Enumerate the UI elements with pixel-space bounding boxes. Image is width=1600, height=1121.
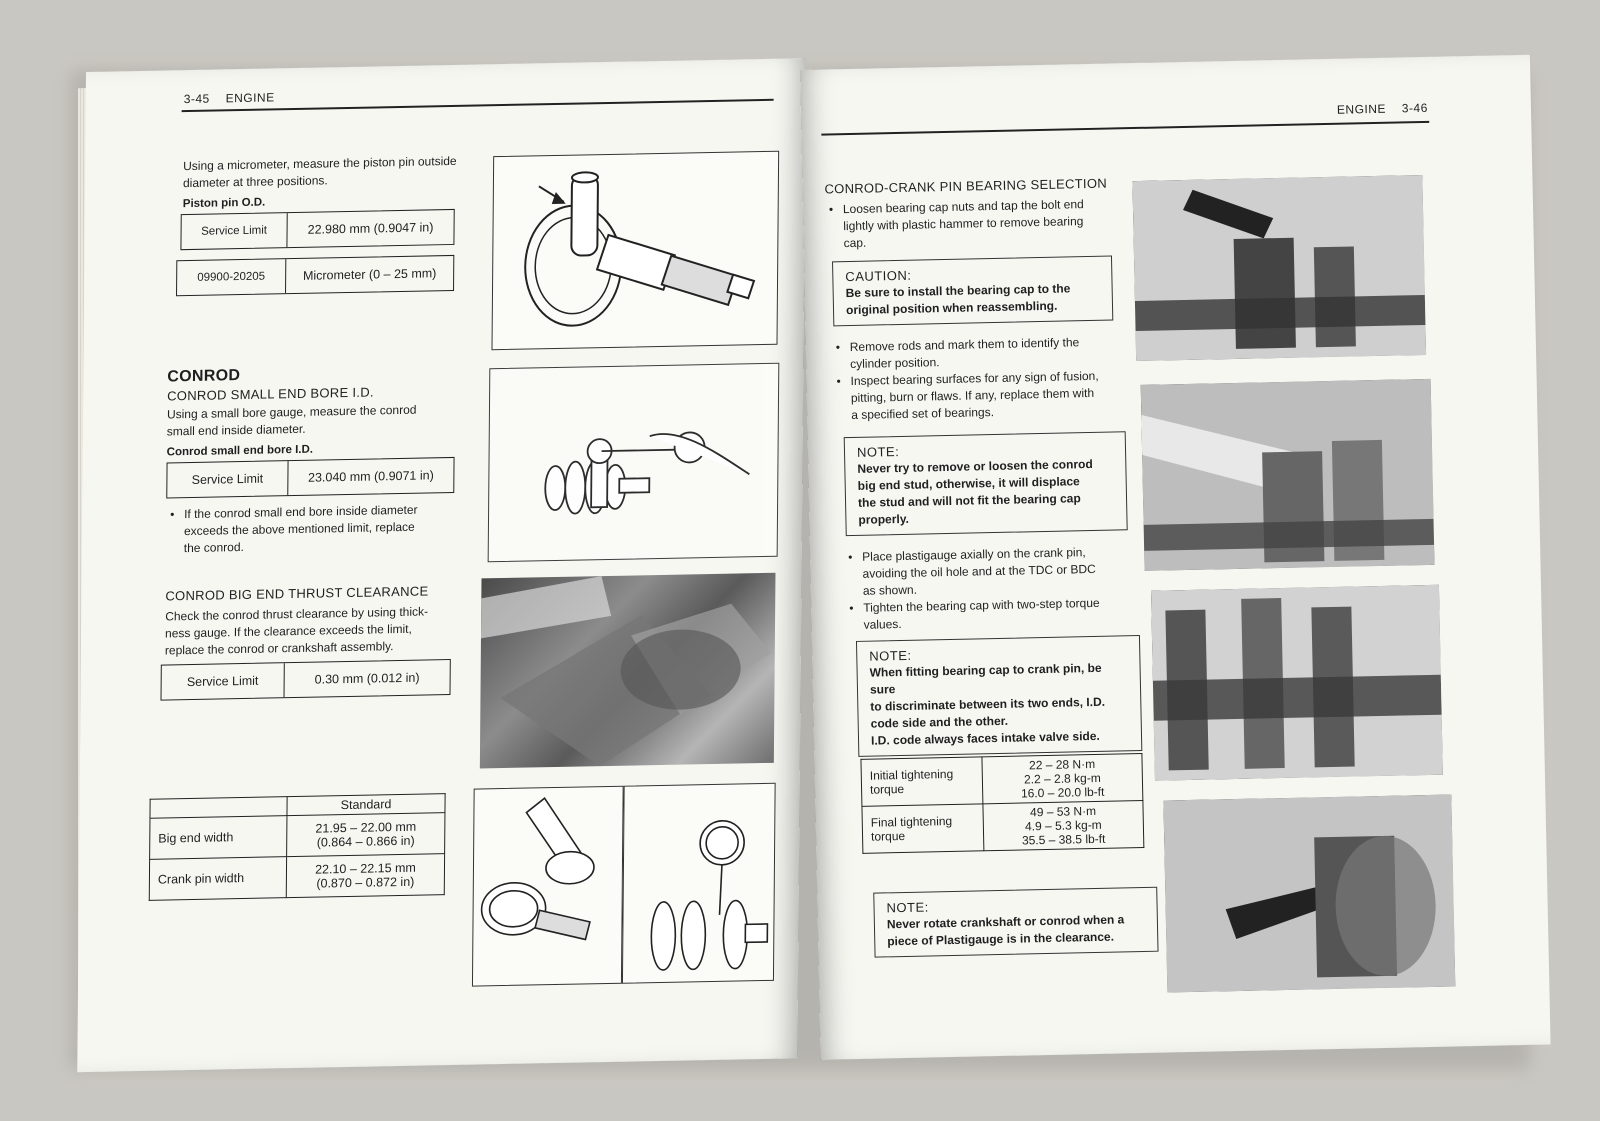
crank-pin-width-figure — [622, 783, 776, 984]
remove-rods-photo-shapes — [1141, 379, 1435, 571]
final-torque-label-1: Final tightening — [870, 813, 953, 830]
initial-torque-kgm: 2.2 – 2.8 kg-m — [1023, 770, 1101, 787]
bullet-remove-rods-2: cylinder position. — [850, 355, 940, 372]
piston-pin-limit-label: Service Limit — [201, 224, 268, 238]
small-end-bullet-2: exceeds the above mentioned limit, replace — [183, 519, 415, 539]
piston-pin-limit-value: 22.980 mm (0.9047 in) — [286, 210, 453, 247]
bearing-cap-photo — [1132, 175, 1426, 361]
big-end-micrometer-drawing — [473, 787, 623, 986]
table-row — [861, 753, 1143, 806]
big-end-limit-box — [160, 659, 450, 701]
big-end-width-in: (0.864 – 0.866 in) — [316, 833, 415, 850]
caution-label: CAUTION: — [845, 267, 912, 285]
bullet-plastigauge-2: avoiding the oil hole and at the TDC or BDC — [862, 561, 1096, 581]
small-end-limit-box — [166, 457, 454, 499]
right-section-name: ENGINE — [1336, 101, 1387, 117]
right-page — [800, 55, 1551, 1060]
small-end-bullet-1: • If the conrod small end bore inside diameter — [184, 502, 418, 523]
tool-number: 09900-20205 — [197, 270, 266, 284]
note-plastigauge-line-2: piece of Plastigauge is in the clearance. — [887, 929, 1115, 949]
width-spec-table — [149, 793, 446, 901]
bullet-tighten-2: values. — [863, 616, 902, 632]
right-page-number: 3-46 — [1401, 100, 1428, 116]
big-end-width-value — [287, 813, 445, 857]
big-end-text-1: Check the conrod thrust clearance by using thick- — [165, 604, 429, 624]
small-end-label: Conrod small end bore I.D. — [166, 443, 314, 459]
width-table-header: Standard — [287, 794, 445, 816]
thickness-gauge-photo — [480, 573, 776, 769]
bullet-inspect-2: pitting, burn or flaws. If any, replace them with — [850, 385, 1095, 406]
final-torque-kgm: 4.9 – 5.3 kg-m — [1024, 817, 1102, 834]
caution-line-1: Be sure to install the bearing cap to the — [845, 281, 1071, 301]
big-end-title: CONROD BIG END THRUST CLEARANCE — [165, 583, 429, 604]
final-torque-label — [862, 804, 984, 854]
crank-pin-width-value — [286, 854, 444, 898]
bullet-inspect-3: a specified set of bearings. — [851, 405, 995, 423]
note-stud-box — [844, 431, 1128, 536]
final-torque-values — [983, 800, 1144, 850]
initial-torque-label — [861, 757, 983, 807]
piston-intro: Using a micrometer, measure the piston pin outside — [183, 153, 457, 174]
left-page-number: 3-45 — [183, 91, 210, 107]
crank-pin-width-in: (0.870 – 0.872 in) — [316, 874, 415, 891]
small-end-title: CONROD SMALL END BORE I.D. — [167, 384, 374, 404]
small-end-text-1: Using a small bore gauge, measure the conrod — [166, 402, 417, 422]
right-running-head — [1337, 101, 1428, 117]
table-row — [149, 854, 444, 901]
final-torque-nm: 49 – 53 N·m — [1029, 803, 1097, 820]
crank-photo-shapes — [480, 573, 776, 769]
note-plastigauge-line-1: Never rotate crankshaft or conrod when a — [886, 912, 1125, 932]
note-plastigauge-label: NOTE: — [886, 899, 929, 916]
small-end-limit-value: 23.040 mm (0.9071 in) — [287, 458, 453, 495]
caution-box — [832, 256, 1113, 327]
note-stud-line-4: properly. — [858, 511, 910, 527]
initial-torque-label-2: torque — [869, 781, 905, 797]
bullet-loosen-2: lightly with plastic hammer to remove bearing — [843, 214, 1084, 234]
note-id-code-line-4: I.D. code always faces intake valve side. — [870, 728, 1100, 748]
small-end-limit-label: Service Limit — [191, 471, 264, 487]
bullet-loosen-3: cap. — [843, 235, 867, 251]
tool-name: Micrometer (0 – 25 mm) — [285, 256, 453, 293]
plastigauge-photo-shapes — [1151, 585, 1443, 781]
small-end-text-2: small end inside diameter. — [166, 421, 306, 439]
initial-torque-values — [982, 753, 1143, 803]
remove-rods-photo — [1141, 379, 1435, 571]
note-stud-label: NOTE: — [856, 444, 900, 460]
caution-line-2: original position when reassembling. — [845, 298, 1058, 318]
bearing-cap-photo-shapes — [1132, 175, 1426, 361]
piston-intro-2: diameter at three positions. — [182, 173, 328, 191]
torque-table — [860, 753, 1144, 854]
note-id-code-line-3: code side and the other. — [870, 713, 1009, 731]
note-stud-line-1: Never try to remove or loosen the conrod — [857, 456, 1093, 476]
note-id-code-box — [856, 635, 1142, 757]
bullet-loosen-1: • Loosen bearing cap nuts and tap the bolt end — [843, 196, 1084, 218]
note-id-code-line-2: to discriminate between its two ends, I.D. — [870, 694, 1106, 714]
left-page — [77, 58, 806, 1072]
piston-pin-label: Piston pin O.D. — [182, 196, 266, 211]
big-end-text-2: ness gauge. If the clearance exceeds the limit, — [165, 621, 412, 641]
big-end-limit-value: 0.30 mm (0.012 in) — [284, 660, 450, 697]
micrometer-drawing — [492, 152, 778, 349]
small-end-bullet-3: the conrod. — [183, 539, 244, 556]
left-section-name: ENGINE — [225, 90, 275, 106]
bullet-remove-rods-1: • Remove rods and mark them to identify the — [850, 334, 1080, 356]
tighten-cap-photo — [1163, 795, 1455, 993]
note-stud-line-2: big end stud, otherwise, it will displace — [857, 474, 1080, 493]
small-bore-gauge-figure — [488, 363, 780, 563]
initial-torque-lbft: 16.0 – 20.0 lb-ft — [1020, 784, 1105, 801]
big-end-width-figure — [472, 786, 624, 987]
initial-torque-nm: 22 – 28 N·m — [1028, 756, 1096, 773]
initial-torque-label-1: Initial tightening — [869, 766, 954, 783]
bullet-inspect-1: • Inspect bearing surfaces for any sign of fusion, — [850, 368, 1098, 390]
tighten-cap-photo-shapes — [1163, 795, 1455, 993]
big-end-width-mm: 21.95 – 22.00 mm — [315, 819, 417, 836]
plastigauge-photo — [1151, 585, 1443, 781]
bullet-plastigauge-1: • Place plastigauge axially on the crank pin, — [862, 544, 1086, 566]
crank-pin-width-label: Crank pin width — [149, 857, 286, 901]
left-running-head — [184, 90, 275, 106]
note-plastigauge-box — [873, 887, 1158, 958]
piston-pin-limit-box — [180, 209, 454, 250]
final-torque-lbft: 35.5 – 38.5 lb-ft — [1021, 831, 1106, 848]
table-row — [862, 800, 1144, 853]
bullet-plastigauge-3: as shown. — [862, 582, 918, 598]
note-id-code-line-1: When fitting bearing cap to crank pin, be sure — [869, 660, 1102, 697]
big-end-limit-label: Service Limit — [186, 673, 259, 690]
note-stud-line-3: the stud and will not fit the bearing cap — [857, 491, 1081, 510]
small-bore-gauge-drawing — [489, 364, 779, 562]
big-end-text-3: replace the conrod or crankshaft assembly. — [164, 639, 394, 658]
bearing-selection-title: CONROD-CRANK PIN BEARING SELECTION — [824, 175, 1108, 197]
conrod-title: CONROD — [167, 367, 241, 386]
big-end-width-label: Big end width — [150, 816, 287, 860]
right-head-rule — [821, 121, 1429, 136]
table-row — [150, 813, 445, 860]
note-id-code-label: NOTE: — [869, 647, 912, 664]
micrometer-piston-pin-figure — [491, 151, 779, 351]
bullet-tighten-1: • Tighten the bearing cap with two-step torque — [863, 595, 1100, 617]
dial-gauge-drawing — [623, 784, 775, 983]
crank-pin-width-mm: 22.10 – 22.15 mm — [315, 860, 416, 877]
final-torque-label-2: torque — [870, 828, 906, 844]
tool-box — [176, 255, 454, 296]
